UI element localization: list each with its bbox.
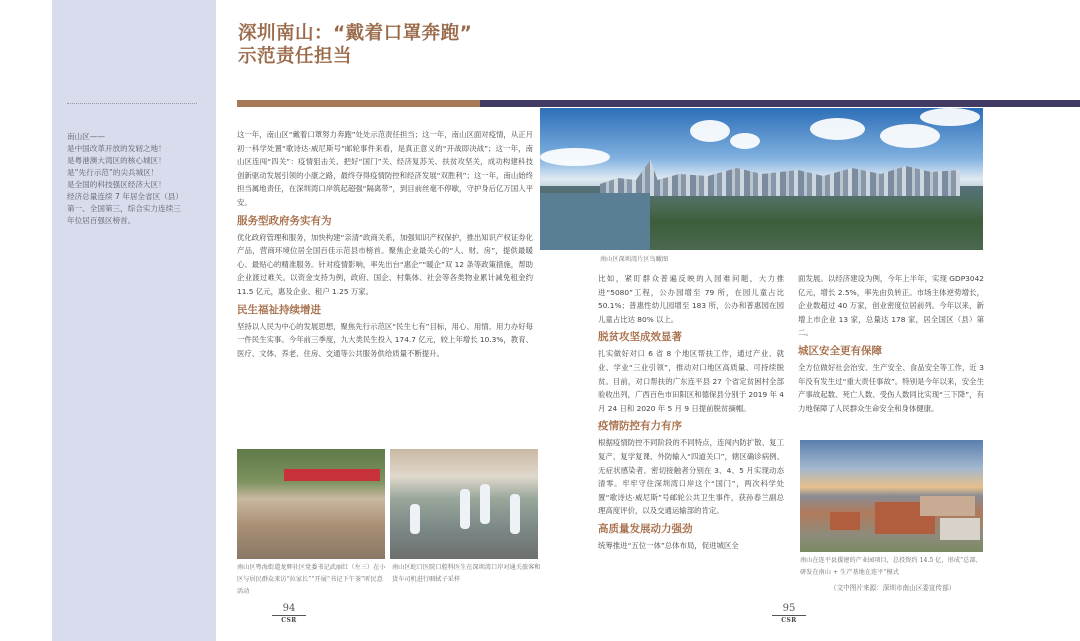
section-body: 统筹推进“五位一体”总体布局，促进城区全 [598, 540, 739, 550]
section-heading: 脱贫攻坚成效显著 [598, 331, 682, 344]
sidebar-intro [67, 131, 207, 227]
section-body: 面发展。以经济建设为例，今年上半年，实现 GDP3042 亿元，增长 2.5%，率先由负转正。市场主体逆势增长，企业数超过 40 万家，创业密度位居前列。今年以来，新增上市企业 13 家，总量达 178 家，居全国区（县）第二。 [798, 274, 984, 338]
title-line-2: 示范责任担当 [238, 46, 353, 67]
column-right [798, 272, 984, 415]
csr-logo-icon: CSR [781, 617, 797, 624]
sidebar-divider [67, 103, 197, 104]
sidebar-line: 第一、全国第三，综合实力连续三 [67, 204, 181, 213]
page-number: 95 [772, 603, 806, 616]
skyline [600, 156, 960, 196]
section-heading: 服务型政府务实有为 [237, 214, 332, 227]
sidebar-line: 年位居百强区榜首。 [67, 216, 136, 225]
page-number-left [272, 603, 306, 624]
photo-industrial-park [800, 440, 983, 552]
sidebar-line: 南山区—— [67, 132, 105, 141]
section-heading: 高质量发展动力强劲 [598, 522, 693, 535]
sidebar-line: 是中国改革开放的发轫之地！ [67, 144, 166, 153]
sidebar-line: 是“先行示范”的尖兵城区！ [67, 168, 159, 177]
photo-shenzhen-bay-aerial [540, 108, 983, 250]
caption-industrial-park: 南山在连平县援建的产业园项目，总投资约 14.5 亿，形成“总部、研发在南山 + 生产基地在连平”模式 [800, 557, 982, 576]
section-body: 扎实做好对口 6 省 8 个地区帮扶工作，通过产业、就业、学业“三业引领”，推动对口地区高质量、可持续脱贫。目前，对口帮扶的广东连平县 27 个省定贫困村全部验收出列，广西百色市田阳区和德保县分别于 2019 年 4 月 24 日和 2020 年 5 月 9 日提前脱贫摘帽。 [598, 349, 784, 413]
column-left [237, 128, 533, 360]
photo-community-tea [237, 449, 385, 559]
page-number-right [772, 603, 806, 624]
title-line-1: 深圳南山：“戴着口罩奔跑” [238, 23, 473, 44]
section-body: 比如，紧盯群众普遍反映的入园难问题，大力推进“5080”工程，公办园增至 79 所，在园儿童占比 50.1%；普惠性幼儿园增至 183 所，公办和普惠园在园儿童占比达 80% 以上。 [598, 274, 784, 324]
section-body: 根据疫情防控不同阶段的不同特点，连闯内防扩散、复工复产、复学复课、外防输入“四道关口”，辖区确诊病例、无症状感染者、密切接触者分别在 3、4、5 月实现动态清零。牢牢守住深圳湾口岸这个“国门”，两次科学处置“歌诗达·威尼斯”号邮轮公共卫生事件，获孙春兰副总理高度评价，以及交通运输部的肯定。 [598, 438, 784, 516]
section-heading: 民生福祉持续增进 [237, 303, 321, 316]
section-heading: 城区安全更有保障 [798, 344, 882, 357]
column-middle [598, 272, 784, 553]
section-body: 全方位做好社会治安、生产安全、食品安全等工作，近 3 年没有发生过“重大责任事故”。特别是今年以来，安全生产事故起数、死亡人数、受伤人数同比实现“三下降”，有力地保障了人民群众生命安全和身体健康。 [798, 362, 984, 413]
intro-paragraph: 这一年，南山区“戴着口罩努力奔跑”处处示范责任担当；这一年，南山区面对疫情，从正月初一科学处置“歌诗达·威尼斯号”邮轮事件来看，是真正意义的“开战即决战”；这一年，南山区连闯“四关”：疫情狙击关、把好“国门”关、经济复苏关、扶贫攻坚关，成功构建科技创新驱动发展引领的小康之路，最终夺得疫情防控和经济发展“双胜利”；这一年，南山始终担当属地责任，在深圳湾口岸筑起超强“隔离带”，到目前丝毫不停歇，守护身后亿万国人平安。 [237, 130, 533, 207]
csr-logo-icon: CSR [281, 617, 297, 624]
article-title [238, 22, 472, 68]
page-number: 94 [272, 603, 306, 616]
red-banner [284, 469, 380, 481]
title-rule-purple [480, 100, 1080, 107]
sidebar-line: 经济总量连续 7 年居全省区（县） [67, 192, 183, 201]
caption-city: 南山区深圳湾片区鸟瞰图 [600, 256, 669, 263]
sidebar-line: 是粤港澳大湾区的核心城区！ [67, 156, 166, 165]
section-body: 坚持以人民为中心的发展思想，聚焦先行示范区“民生七有”目标，用心、用情、用力办好每一件民生实事。今年前三季度，九大类民生投入 174.7 亿元，较上年增长 10.3%，教育、医疗、文体、养老、住房、交通等公共服务供给质量不断提升。 [237, 321, 533, 358]
photo-source-note: （文中图片来源：深圳市南山区委宣传部） [830, 584, 956, 592]
caption-community-tea: 南山区粤海街道龙辉社区党委书记武丽红（左三）在小区与居民群众来访“拉家长”“开展“书记下午茶”听民意活动 [237, 564, 386, 595]
section-body: 优化政府管理和服务，加快构建“亲清”政商关系，加强知识产权保护，推出知识产权证券化产品，营商环境位居全国百佳示范县市榜首。聚焦企业最关心的“人、财、房”，提供最暖心、最贴心的精准服务。针对疫情影响，率先出台“惠企”“暖企”双 12 条等政策措施，帮助企业渡过难关。以资金支持为例，政府、国企、村集体、社会等各类物业累计减免租金约 11.5 亿元，惠及企业、租户 1.25 万家。 [237, 232, 533, 296]
photo-swab-sampling [390, 449, 538, 559]
title-rule-brown [237, 100, 480, 107]
caption-swab-sampling: 南山区蛇口医院口腔科医生在深圳湾口岸对通关旅客和货车司机进行咽拭子采样 [392, 564, 541, 583]
sidebar-line: 是全国的科技强区经济大区！ [67, 180, 166, 189]
sidebar-panel [52, 0, 216, 641]
section-heading: 疫情防控有力有序 [598, 420, 682, 433]
bay-water [540, 193, 650, 250]
